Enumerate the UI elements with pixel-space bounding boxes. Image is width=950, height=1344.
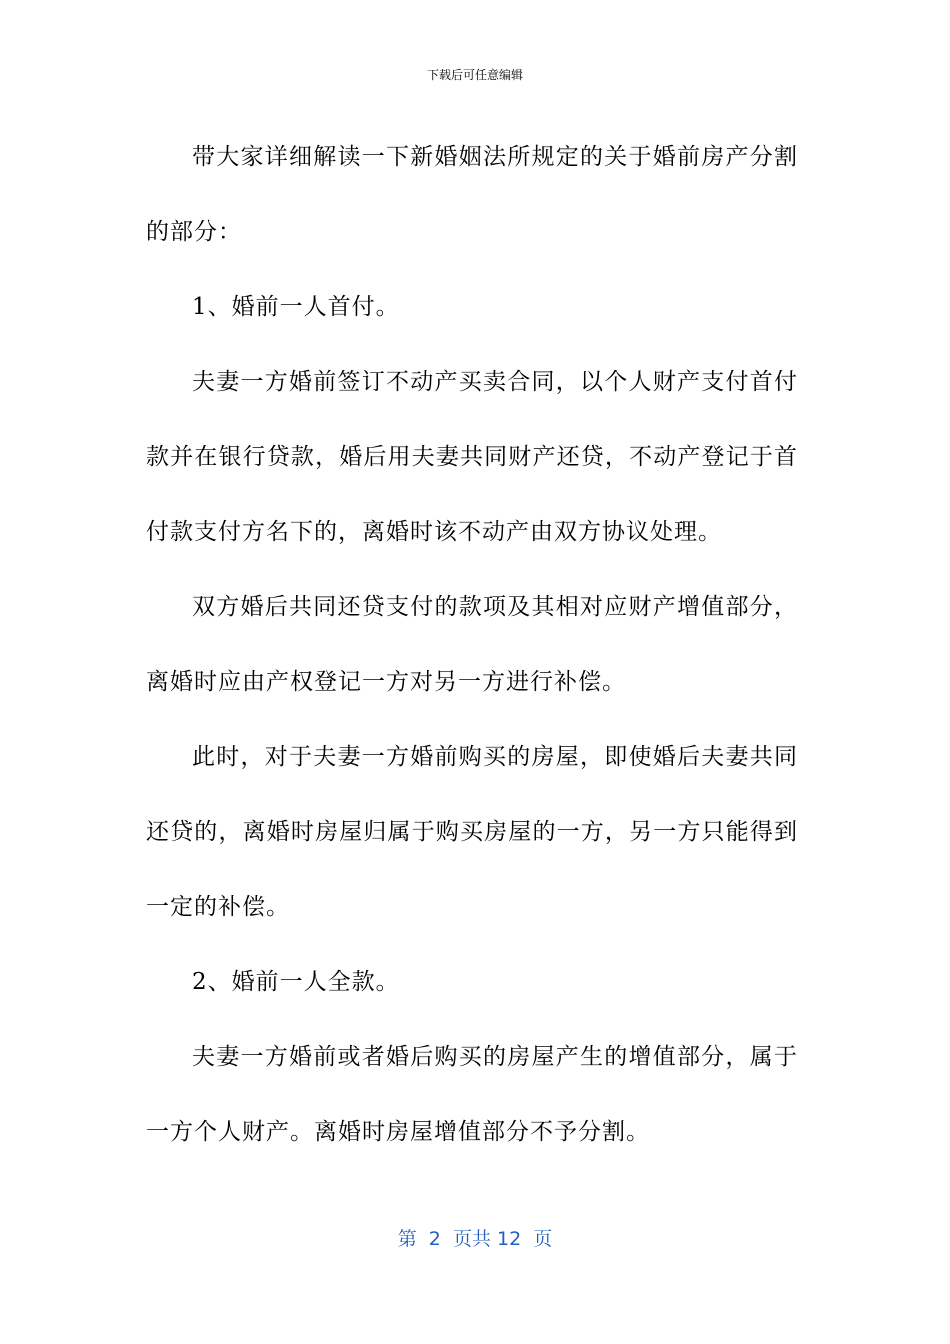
- paragraph: 带大家详细解读一下新婚姻法所规定的关于婚前房产分割的部分：: [146, 144, 798, 245]
- page-number-footer: 第 2 页共 12 页: [397, 1228, 553, 1250]
- page-header: 下载后可任意编辑: [426, 68, 523, 82]
- paragraph: 2、婚前一人全款。: [192, 969, 400, 995]
- paragraph: 此时，对于夫妻一方婚前购买的房屋，即使婚后夫妻共同还贷的，离婚时房屋归属于购买房屋的一方，另一方只能得到一定的补偿。: [146, 744, 798, 920]
- paragraph: 1、婚前一人首付。: [192, 294, 400, 320]
- paragraph: 双方婚后共同还贷支付的款项及其相对应财产增值部分，离婚时应由产权登记一方对另一方进行补偿。: [146, 594, 798, 695]
- document-body: [146, 120, 798, 1170]
- paragraph: 夫妻一方婚前或者婚后购买的房屋产生的增值部分，属于一方个人财产。离婚时房屋增值部分不予分割。: [146, 1044, 798, 1145]
- paragraph: 夫妻一方婚前签订不动产买卖合同，以个人财产支付首付款并在银行贷款，婚后用夫妻共同财产还贷，不动产登记于首付款支付方名下的，离婚时该不动产由双方协议处理。: [146, 369, 798, 545]
